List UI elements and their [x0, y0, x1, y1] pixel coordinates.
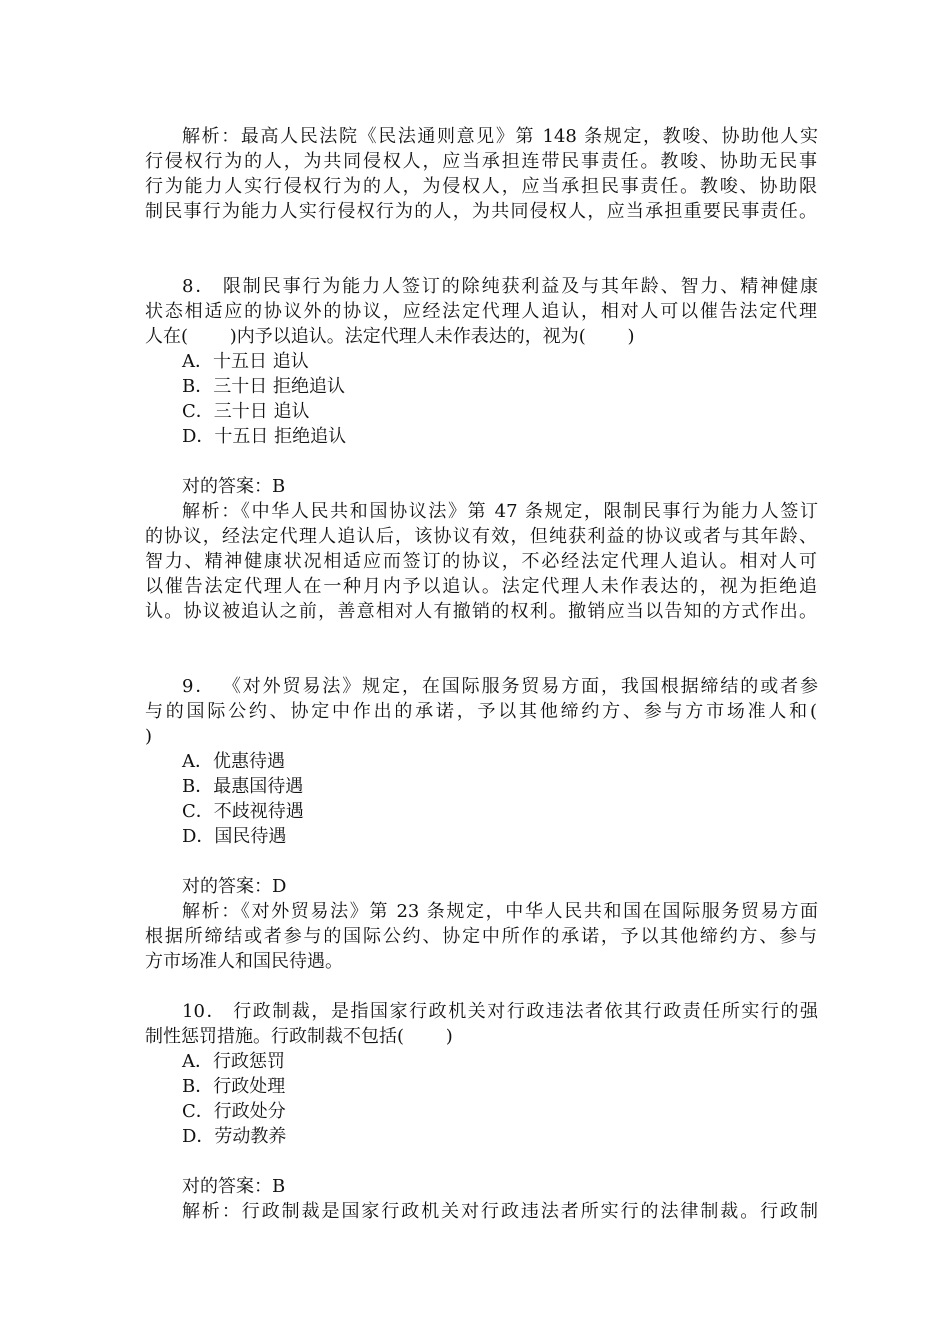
- q10-option-c: C．行政处分: [182, 1101, 286, 1122]
- q9-option-c: C．不歧视待遇: [182, 801, 304, 822]
- q8-analysis-line-2: 的协议，经法定代理人追认后，该协议有效，但纯获利益的协议或者与其年龄、: [145, 526, 817, 547]
- q9-option-a: A．优惠待遇: [182, 751, 285, 772]
- q8-stem-line-3: 人在( )内予以追认。法定代理人未作表达的，视为( ): [145, 326, 635, 347]
- q9-answer: 对的答案：D: [182, 876, 287, 897]
- q8-analysis-line-5: 认。协议被追认之前，善意相对人有撤销的权利。撤销应当以告知的方式作出。: [145, 601, 817, 622]
- q8-stem-line-1: 8． 限制民事行为能力人签订的除纯获利益及与其年龄、智力、精神健康: [182, 276, 818, 297]
- q7-analysis-line-3: 行为能力人实行侵权行为的人，为侵权人，应当承担民事责任。教唆、协助限: [145, 176, 817, 197]
- q8-analysis-line-3: 智力、精神健康状况相适应而签订的协议，不必经法定代理人追认。相对人可: [145, 551, 817, 572]
- q8-option-b: B．三十日 拒绝追认: [182, 376, 345, 397]
- q7-analysis-line-1: 解析：最高人民法院《民法通则意见》第 148 条规定，教唆、协助他人实: [182, 126, 818, 147]
- q8-answer: 对的答案：B: [182, 476, 286, 497]
- q9-stem-line-2: 与的国际公约、协定中作出的承诺，予以其他缔约方、参与方市场准人和(: [145, 701, 817, 722]
- q10-option-b: B．行政处理: [182, 1076, 286, 1097]
- q9-analysis-line-2: 根据所缔结或者参与的国际公约、协定中所作的承诺，予以其他缔约方、参与: [145, 926, 817, 947]
- q10-option-d: D．劳动教养: [182, 1126, 287, 1147]
- q10-answer: 对的答案：B: [182, 1176, 286, 1197]
- q9-stem-line-3: ): [145, 726, 153, 747]
- q9-analysis-line-1: 解析：《对外贸易法》第 23 条规定，中华人民共和国在国际服务贸易方面: [182, 901, 818, 922]
- q8-analysis-line-1: 解析：《中华人民共和国协议法》第 47 条规定，限制民事行为能力人签订: [182, 501, 818, 522]
- q7-analysis-line-2: 行侵权行为的人，为共同侵权人，应当承担连带民事责任。教唆、协助无民事: [145, 151, 817, 172]
- q10-stem-line-2: 制性惩罚措施。行政制裁不包括( ): [145, 1026, 453, 1047]
- q8-option-a: A．十五日 追认: [182, 351, 309, 372]
- q8-stem-line-2: 状态相适应的协议外的协议，应经法定代理人追认，相对人可以催告法定代理: [145, 301, 817, 322]
- q8-option-c: C．三十日 追认: [182, 401, 310, 422]
- q9-analysis-line-3: 方市场准人和国民待遇。: [145, 951, 343, 972]
- q9-stem-line-1: 9． 《对外贸易法》规定，在国际服务贸易方面，我国根据缔结的或者参: [182, 676, 818, 697]
- q8-analysis-line-4: 以催告法定代理人在一种月内予以追认。法定代理人未作表达的，视为拒绝追: [145, 576, 817, 597]
- q7-analysis-line-4: 制民事行为能力人实行侵权行为的人，为共同侵权人，应当承担重要民事责任。: [145, 201, 817, 222]
- q10-option-a: A．行政惩罚: [182, 1051, 285, 1072]
- q10-stem-line-1: 10． 行政制裁，是指国家行政机关对行政违法者依其行政责任所实行的强: [182, 1001, 818, 1022]
- q10-analysis-line-1: 解析：行政制裁是国家行政机关对行政违法者所实行的法律制裁。行政制: [182, 1201, 818, 1222]
- q9-option-b: B．最惠国待遇: [182, 776, 304, 797]
- q8-option-d: D．十五日 拒绝追认: [182, 426, 347, 447]
- q9-option-d: D．国民待遇: [182, 826, 287, 847]
